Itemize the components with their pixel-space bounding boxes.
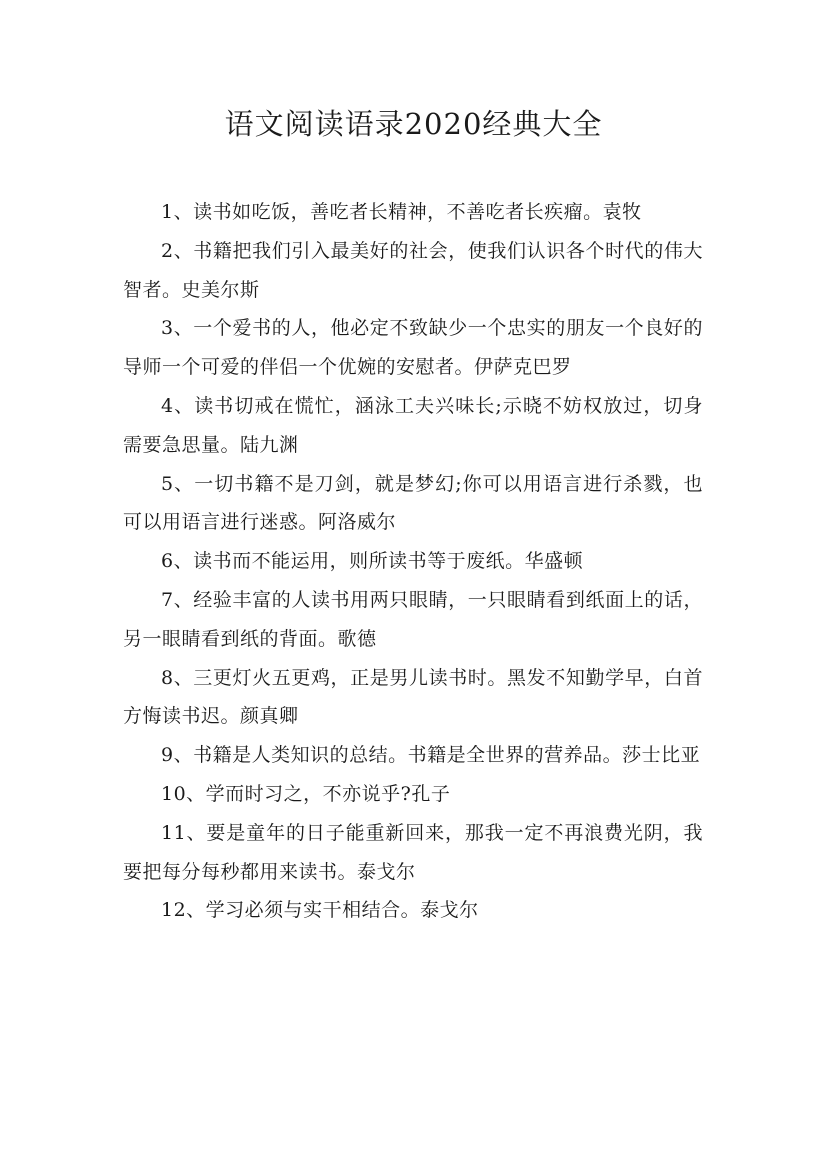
quote-paragraph: 6、读书而不能运用，则所读书等于废纸。华盛顿 [161, 550, 584, 573]
quote-paragraph: 1、读书如吃饭，善吃者长精神，不善吃者长疾瘤。袁牧 [161, 201, 642, 223]
quote-paragraph: 9、书籍是人类知识的总结。书籍是全世界的营养品。莎士比亚 [161, 744, 701, 767]
quote-paragraph: 2、书籍把我们引入最美好的社会，使我们认识各个时代的伟大智者。史美尔斯 [123, 239, 703, 301]
document-body [123, 193, 703, 930]
quote-paragraph: 4、读书切戒在慌忙，涵泳工夫兴味长;示晓不妨权放过，切身需要急思量。陆九渊 [123, 394, 703, 456]
quote-paragraph: 3、一个爱书的人，他必定不致缺少一个忠实的朋友一个良好的导师一个可爱的伴侣一个优婉的安慰者。伊萨克巴罗 [123, 317, 703, 379]
quote-paragraph: 12、学习必须与实干相结合。泰戈尔 [161, 899, 479, 922]
quote-paragraph: 10、学而时习之，不亦说乎?孔子 [161, 782, 451, 805]
quote-paragraph: 5、一切书籍不是刀剑，就是梦幻;你可以用语言进行杀戮，也可以用语言进行迷惑。阿洛威尔 [123, 472, 703, 534]
quote-paragraph: 7、经验丰富的人读书用两只眼睛，一只眼睛看到纸面上的话，另一眼睛看到纸的背面。歌德 [123, 588, 703, 650]
document-title: 语文阅读语录2020经典大全 [224, 107, 603, 141]
quote-paragraph: 11、要是童年的日子能重新回来，那我一定不再浪费光阴，我要把每分每秒都用来读书。泰戈尔 [123, 821, 703, 883]
quote-paragraph: 8、三更灯火五更鸡，正是男儿读书时。黑发不知勤学早，白首方悔读书迟。颜真卿 [123, 666, 703, 728]
